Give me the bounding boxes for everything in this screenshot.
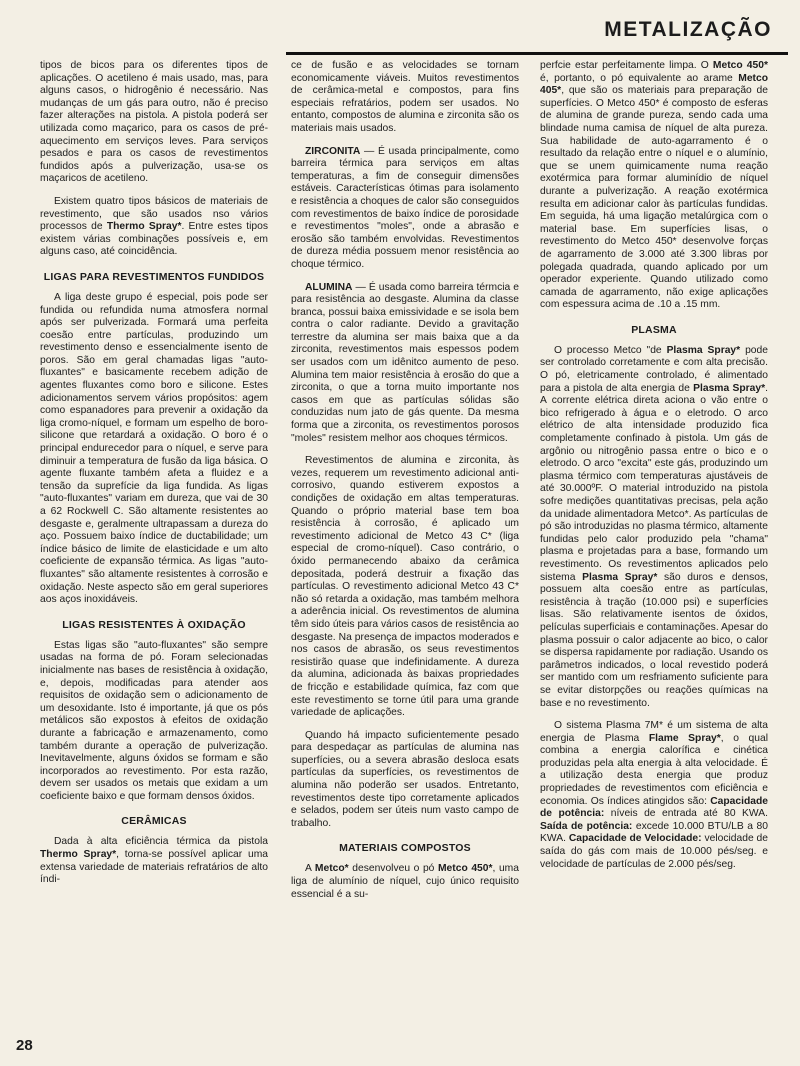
paragraph (40, 836, 268, 886)
spec-label: Saída de potência: (540, 820, 633, 832)
paragraph (40, 196, 268, 259)
paragraph: Estas ligas são "auto-fluxantes" são sempre usadas na forma de pó. Foram selecionadas inicialmente nas bases de resistência à oxidação, e, depois, modificadas para atender aos requisitos de oxidação sem o adicionamento de um desoxidante. Isto é importante, já que os pós metálicos são expostos à efeitos de oxidação durante a fabricação e armazenamento, como também durante a operação de pulverização. Inevitavelmente, alguns óxidos se formam e são incorporados ao revestimento. Por esta razão, devem ser usados os metais que exidam a um coeficiente baixo e que formam densos óxidos. (40, 639, 268, 802)
text: perfcie estar perfeitamente limpa. O (540, 60, 713, 71)
text: . A corrente elétrica direta aciona o vão entre o bico refrigerado à água e o eletrodo. O arco elétrico de alta intensidade produzido fica completamente confinado à pistola. Um gás de argônio ou nitrogênio passa entre o bico e o eletrodo. O arco "excita" este gás, produzindo um plasma térmico com temperaturas ajustáveis de até 30.000ºF. O material introduzido na pistola sofre medições quantitativas precisas, pela ação da unidade alimentadora Metco*. As partículas de pó são introduzidas no plasma térmico, altamente fundidas pelo calor produzido pela "chama" plasma e projetadas para a base, formando um revestimento. Os revestimentos aplicados pelo sistema (540, 382, 768, 583)
product-name: Metco 450* (437, 863, 493, 875)
text: é, portanto, o pó equivalente ao arame (540, 72, 739, 84)
brand-name: Thermo Spray* (106, 221, 182, 233)
section-heading: PLASMA (631, 323, 677, 336)
term-label: ALUMINA (305, 281, 353, 293)
text: — É usada principalmente, como barreira térmica para serviços em altas temperaturas, a fim de conseguir dimensões estáveis. Características ótimas para isolamento e resistência a choques de calor são conseguidos com revestimentos de baixo índice de porosidade e revestimentos "moles", onde a abrasão e erosão são também envolvidas. Revestimentos de dureza média possuem menor resistência ao choque térmico. (291, 145, 519, 270)
product-name: Metco 450* (712, 60, 768, 71)
text: Existem quatro tipos básicos de materiais de revestimento, que são usados nso vários processos de (40, 195, 268, 233)
text: desenvolveu o pó (348, 863, 438, 875)
text: , uma liga de alumínio de níquel, cujo único requisito essencial é a su- (291, 863, 519, 900)
section-heading: LIGAS RESISTENTES À OXIDAÇÃO (62, 618, 246, 631)
paragraph (291, 146, 519, 272)
text: A (305, 863, 315, 875)
paragraph (291, 863, 519, 901)
column-right (540, 60, 768, 881)
page-number: 28 (16, 1037, 33, 1054)
paragraph: ce de fusão e as velocidades se tornam economicamente viáveis. Muitos revestimentos de cerâmica-metal e compostos, para fins especiais refratários, podem ser usados. No entanto, compostos de alumina e zirconita são os materiais mais usados. (291, 60, 519, 134)
section-heading: CERÂMICAS (121, 815, 187, 828)
text: excede 10.000 BTU/LB a 80 KWA. (540, 820, 768, 845)
product-name: Plasma Spray* (582, 571, 658, 583)
text: velocidade de saída do gás com mais de 10.000 pés/seg. e velocidade de partículas de 2.000 pés/seg. (540, 833, 769, 870)
text: Dada à alta eficiência térmica da pistola (54, 836, 268, 848)
text: O sistema Plasma 7M* é um sistema de alta energia de Plasma (540, 720, 768, 744)
text: . Entre estes tipos existem várias combinações possíveis e, em alguns caso, até coincidência. (40, 221, 268, 258)
text: O processo Metco "de (554, 344, 667, 356)
term-label: ZIRCONITA (305, 145, 361, 157)
text: níveis de entrada até 80 KWA. (604, 808, 768, 820)
paragraph (540, 60, 768, 312)
section-heading: MATERIAIS COMPOSTOS (339, 842, 471, 855)
paragraph: A liga deste grupo é especial, pois pode ser fundida ou refundida numa atmosfera normal após ser pulverizada. Formará uma perfeita coesão entre partículas, produzindo um revestimento denso e essencialmente isento de poros. São em geral chamadas ligas "auto-fluxantes" e basicamente recebem adição de agentes fluxantes como boro e silicone. Estes adicionamentos servem vários propósitos: agem como espanadores para prevenir a oxidação da liga cromo-níquel, e formam um espelho de boro-silicone que retardará a oxidação. O boro é o principal endurecedor para o níquel, e serve para diminuir a temperatura de fusão da liga básica. O agente fluxante também afeta a fluidez e a tensão da suprefície da liga fundida. As ligas "auto-fluxantes" variam em dureza, que vai de 30 a 62 Rockwell C. São altamente resistentes ao desgaste e, geralmente ultrapassam a dureza do aço. Possuem baixo índice de ductabilidade; um índice básico de limite de elasticidade e um alto coeficiente de expansão térmica. As ligas "auto-fluxantes" são altamente resistentes à corrosão e oxidação. Neste aspecto são em geral superiores aos aços inoxidáveis. (40, 291, 268, 606)
paragraph (540, 345, 768, 710)
text: , que são os materiais para preparação de superfícies. O Metco 450* é composto de esferas de alumina de grande pureza, sendo cada uma blindade numa camisa de níquel de alta pureza. Sua habilidade de auto-agarramento é o resultado da relação entre o níquel e o alumínio, que se unem quimicamente numa reação exotérmica para formar aluminídio de níquel durante a pulverização. A reação exotérmica resulta em adicionar calor às partículas fundidas. Em seguida, há uma ligação metalúrgica com o material base. Em superfícies lisas, o revestimento do Metco 450* desenvolve forças de agarramento de 3.000 até 3.300 libras por polegada quadrada, quando aplicado por um operador experiente. Quando utilizado como camada de agarramento, não exige aplicações com espessura acima de .10 a .15 mm. (540, 85, 768, 311)
paragraph: tipos de bicos para os diferentes tipos de aplicações. O acetileno é mais usado, mas, para alguns casos, o hidrogênio é necessário. Nas mudanças de um gás para outro, não é preciso fazer alterações na pistola. A pistola poderá ser utilizada como maçarico, para os casos de pré-aquecimento em serviços leves. Para serviços pesados e para os casos de revestimentos fundidos após a pulverização, usa-se os maçaricos de acetileno. (40, 60, 268, 185)
paragraph: Quando há impacto suficientemente pesado para despedaçar as partículas de alumina nas superfícies, ou a severa abrasão desloca esats partículas da superfícies, os revestimentos de alumina não poderão ser usados. Entretanto, revestimentos deste tipo corretamente aplicados e selados, podem ser úteis num vasto campo de trabalho. (291, 729, 519, 829)
brand-name: Thermo Spray* (40, 849, 117, 861)
spec-label: Capacidade de Velocidade: (568, 833, 702, 845)
paragraph (291, 282, 519, 446)
paragraph (540, 720, 768, 871)
column-left (40, 60, 268, 897)
product-name: Plasma Spray* (693, 382, 766, 394)
page-title: METALIZAÇÃO (598, 18, 778, 42)
section-heading: LIGAS PARA REVESTIMENTOS FUNDIDOS (43, 270, 265, 283)
text: são duros e densos, possuem alta coesão entre as partículas, resistência à tração (10.000 psi) e superfícies lisas. São relativamente isentos de óxidos, películas superficiais e contaminações. Apesar do plasma possuir o calor adjacente ao bico, o calor se dispersa rapidamente por radiação. Usando os parâmetros indicados, o local revestido poderá ser mantido com um resfriamento suficiente para se evitar distorpções ou reações químicas na base e no revestimento. (540, 571, 768, 709)
page-header (286, 16, 788, 55)
column-middle (291, 60, 519, 911)
product-name: Plasma Spray* (666, 344, 741, 356)
brand-name: Metco* (314, 863, 349, 875)
product-name: Flame Spray* (648, 732, 721, 744)
text: pode ser controlado corretamente e com alta precisão. O pó, eletricamente controlado, é alimentado para a pistola de alta energia de (540, 344, 768, 394)
text: , torna-se possível aplicar uma extensa variedade de materiais refratários de alto índi- (40, 849, 268, 886)
text: , o qual combina a energia calorífica e cinética produzidas pela alta energia à alta velocidade. É a utilização desta energia que produz propriedades de revestimentos com eficiência e economia. Os índices atingidos são: (540, 732, 768, 807)
text: — É usada como barreira térmcia e para resistência ao desgaste. Alumina da classe branca, possui baixa emissividade e se isola bem contra o calor radiante. Devido a gravitação terrestre da alumina ser mais baixa que a da zirconita, revestimentos mais espessos podem ser usados com um idênitco aumento de peso. Alumina tem maior resistência à erosão do que a zirconita, o que a torna muito importante nos casos em que as partículas sólidas são conduzidas num jato de gás quente. Da mesma forma que a zirconita, os revestimentos porosos "moles" resistem melhor aos choques térmicos. (291, 281, 519, 444)
paragraph: Revestimentos de alumina e zirconita, às vezes, requerem um revestimento adicional anti-corrosivo, quando estiverem expostos a condições de oxidação em altas temperaturas. Quando o próprio material base tem boa resistência à corrosão, é aplicado um revestimento adicional de Metco 43 C* (liga especial de cromo-níquel). Caso contrário, o óxido permanecendo abaixo da cerâmica depositada, poderá destruir a fixação das partículas. O revestimento adicional Metco 43 C* não só retarda a oxidação, mas também melhora a aderência inicial. Os revestimentos de alumina têm sido úteis para vários casos de resistência ao desgaste. Na presença de impactos moderados e nos casos de abrasão, os seus revestimentos resistirão quase que indefinidamente. A dureza da alumina, adicionada às baixas propriedades de fricção e estabilidade química, faz com que este revestimento se torne útil para uma grande variedade de aplicações. (291, 455, 519, 719)
spec-label: Capacidade de potência: (540, 795, 768, 820)
product-name: Metco 405* (540, 72, 768, 97)
